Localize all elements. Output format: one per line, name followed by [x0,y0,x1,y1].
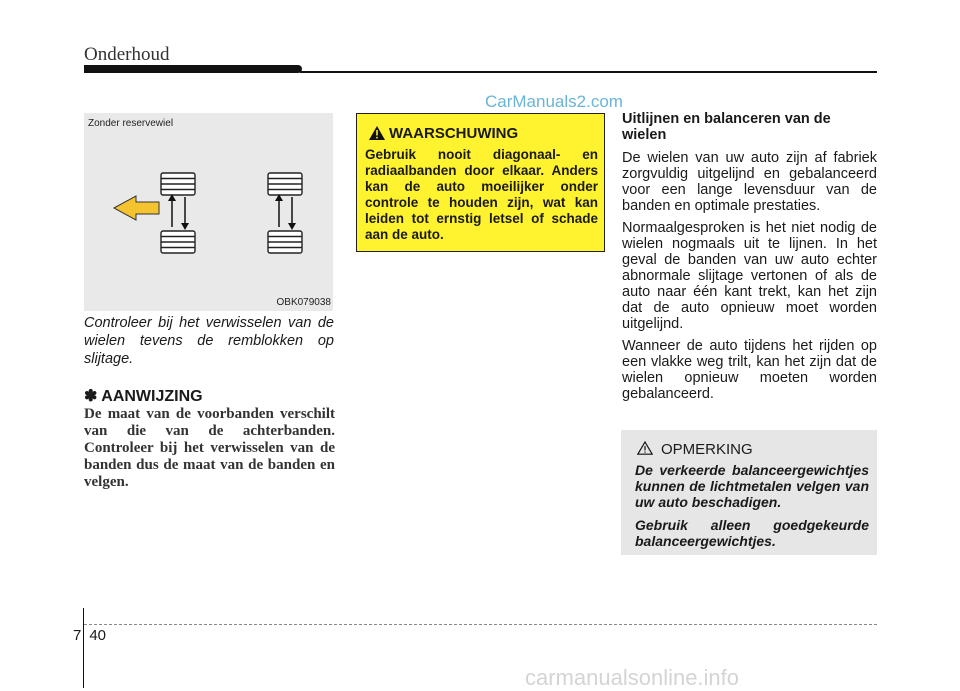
paragraph: Normaalgesproken is het niet nodig de wielen nogmaals uit te lijnen. In het geval de banden van uw auto echter abnormale slijtage vertonen of als de auto naar één kant trekt, kan het zijn dat de auto opnieuw moet worden uitgelijnd. [622,220,877,332]
tire-rotation-diagram [84,113,333,311]
note-title: AANWIJZING [101,388,203,405]
watermark-bottom: carmanualsonline.info [525,665,740,690]
warning-text: Gebruik nooit diagonaal- en radiaalbanden door elkaar. Anders kan de auto moeilijker onder controle te houden zijn, wat kan leiden tot ernstig letsel of schade aan de auto. [365,147,598,242]
note-heading [84,386,203,406]
tire-icon [268,231,302,253]
paragraph: De wielen van uw auto zijn af fabriek zorgvuldig uitgelijnd en gebalanceerd voor een lange levensduur van de banden en optimale prestaties. [622,150,877,214]
caution-triangle-icon [637,441,653,455]
paragraph: Wanneer de auto tijdens het rijden op een vlakke weg trilt, kan het zijn dat de wielen opnieuw moeten worden gebalanceerd. [622,338,877,402]
chapter-number: 7 [73,627,82,644]
opmerking-text [635,462,869,556]
section-body [622,150,877,408]
header-rule [300,71,877,73]
double-arrow-icon [168,194,189,230]
tire-icon [161,173,195,195]
note-symbol-icon: ✽ [84,388,98,405]
page-number [73,627,106,644]
section-title: Onderhoud [84,44,170,65]
double-arrow-icon [275,194,296,230]
paragraph: Gebruik alleen goedgekeurde balanceergewichtjes. [635,517,869,549]
page-number-separator [83,608,84,688]
section-heading: Uitlijnen en balanceren van de wielen [622,111,831,143]
note-text: De maat van de voorbanden verschilt van die van de achterbanden. Controleer bij het verwisselen van de banden dus de maat van de banden en velgen. [84,406,335,490]
figure-code: OBK079038 [276,297,331,308]
footer-rule [84,624,877,625]
figure-label: Zonder reservewiel [88,118,174,129]
watermark-top: CarManuals2.com [485,92,623,111]
opmerking-box [621,430,877,555]
header-bar [84,65,302,73]
tire-rotation-figure [84,113,333,311]
page-number-value: 40 [89,627,107,644]
figure-caption: Controleer bij het verwisselen van de wielen tevens de remblokken op slijtage. [84,315,334,367]
warning-triangle-icon [369,126,385,140]
tire-icon [268,173,302,195]
paragraph: De verkeerde balanceergewichtjes kunnen de lichtmetalen velgen van uw auto beschadigen. [635,462,869,510]
warning-box [356,113,605,252]
warning-title: WAARSCHUWING [389,125,519,142]
opmerking-title: OPMERKING [661,441,753,458]
arrow-left-icon [114,196,159,220]
tire-icon [161,231,195,253]
